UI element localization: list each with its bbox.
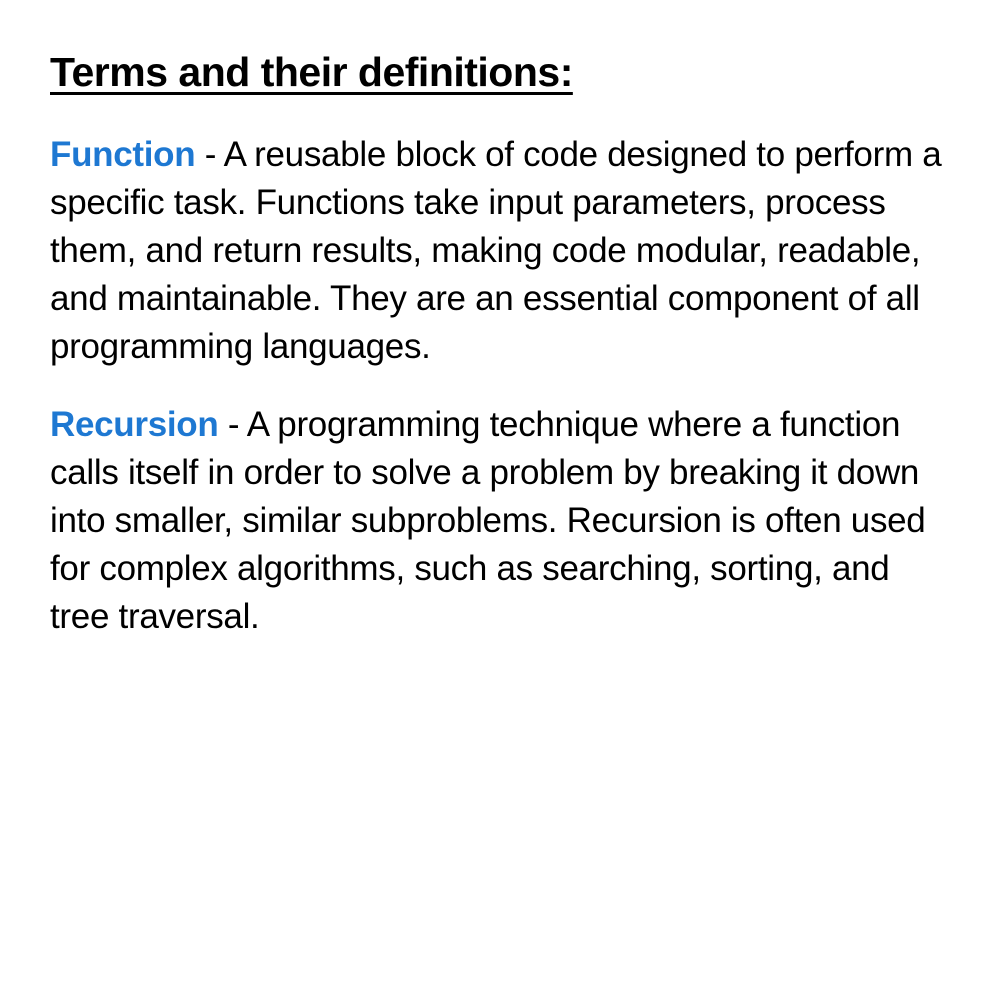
definition-text-recursion: A programming technique where a function calls itself in order to solve a problem by breaking it down into smaller, similar subproblems. Recursion is often used for complex algorithms, such as searching, sorting, and tree traversal. [50,405,926,636]
definition-text-function: A reusable block of code designed to perform a specific task. Functions take input parameters, process them, and return results, making code modular, readable, and maintainable. They are an essential component of all programming languages. [50,135,942,366]
definition-entry-function [50,131,950,371]
term-recursion: Recursion [50,405,219,444]
term-separator: - [218,405,247,444]
term-function: Function [50,135,196,174]
term-separator: - [195,135,224,174]
definition-entry-recursion [50,401,950,641]
title-row [50,49,950,131]
page-title: Terms and their definitions: [50,49,573,95]
